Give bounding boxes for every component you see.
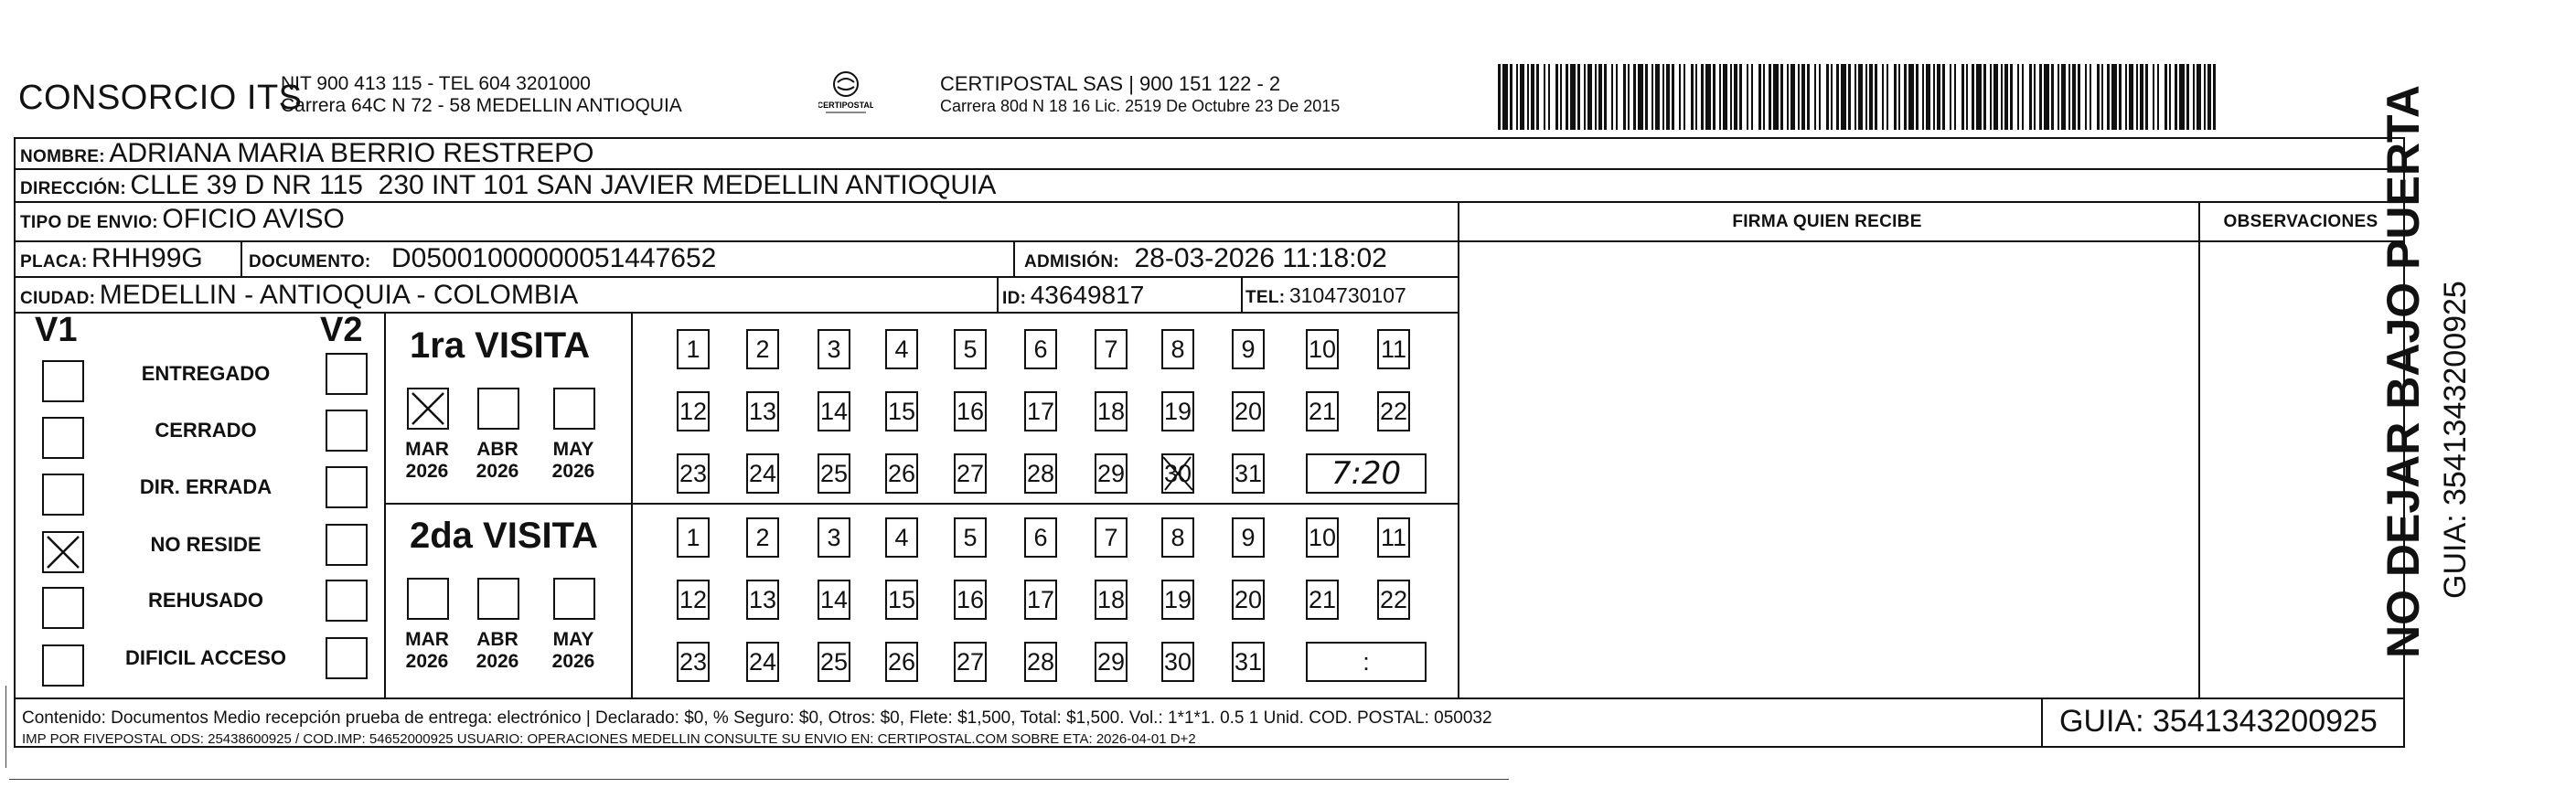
barcode-bar (1875, 64, 1877, 130)
day-box[interactable]: 30 (1161, 642, 1194, 682)
time-box[interactable]: 7:20 (1306, 453, 1427, 494)
month-label (546, 629, 601, 673)
day-box[interactable]: 17 (1024, 580, 1057, 620)
day-box[interactable]: 24 (746, 642, 779, 682)
month-label (546, 439, 601, 483)
admision-field (1024, 243, 1387, 274)
barcode-bar (1972, 64, 1974, 130)
barcode-bar (1858, 64, 1863, 130)
barcode-bar (2051, 64, 2054, 130)
barcode-bar (1831, 64, 1833, 130)
day-box[interactable]: 20 (1232, 580, 1265, 620)
barcode-bar (1780, 64, 1783, 130)
day-box[interactable]: 8 (1161, 517, 1194, 558)
day-box[interactable]: 17 (1024, 391, 1057, 431)
day-box[interactable]: 18 (1095, 391, 1128, 431)
barcode-bar (1751, 64, 1753, 130)
barcode-bar (1672, 64, 1674, 130)
barcode-bar (1990, 64, 1992, 130)
barcode-bar (2017, 64, 2019, 130)
day-box[interactable]: 26 (885, 453, 918, 494)
carrier-address-line: Carrera 80d N 18 16 Lic. 2519 De Octubre 23 De 2015 (940, 97, 1341, 115)
barcode-bar (1705, 64, 1711, 130)
barcode-bar (2204, 64, 2206, 130)
barcode-bar (2004, 64, 2008, 130)
barcode-bar (2145, 64, 2148, 130)
barcode-bar (1807, 64, 1810, 130)
ciudad-label: CIUDAD: (20, 289, 96, 308)
day-box[interactable]: 2 (746, 329, 779, 369)
month-year: 2026 (476, 651, 519, 672)
barcode-bar (2193, 64, 2195, 130)
month-year: 2026 (551, 651, 595, 672)
barcode-bar (1691, 64, 1694, 130)
barcode-bar (2129, 64, 2133, 130)
barcode-bar (2207, 64, 2211, 130)
barcode-bar (1666, 64, 1670, 130)
barcode-bar (2072, 64, 2076, 130)
barcode-bar (1898, 64, 1900, 130)
day-box[interactable]: 18 (1095, 580, 1128, 620)
barcode-bar (1841, 64, 1846, 130)
nombre-label: NOMBRE: (20, 147, 105, 166)
barcode-bar (1865, 64, 1867, 130)
barcode-bar (1651, 64, 1653, 130)
barcode-bar (1908, 64, 1914, 130)
day-box[interactable]: 2 (746, 517, 779, 558)
day-box[interactable]: 11 (1377, 329, 1410, 369)
barcode-bar (1954, 64, 1956, 130)
barcode-bar (1628, 64, 1630, 130)
contenido-line: Contenido: Documentos Medio recepción prueba de entrega: electrónico | Declarado: $0, % Seguro: $0, Otros: $0, Flete: $1,500, Total: $1,500. Vol.: 1*1*1. 0.5 1 Unid. COD. POSTAL: 050032 (22, 708, 1492, 728)
day-box[interactable]: 29 (1095, 453, 1128, 494)
v2-checkbox[interactable] (326, 353, 368, 395)
company-address-line: Carrera 64C N 72 - 58 MEDELLIN ANTIOQUIA (281, 95, 682, 116)
barcode-bar (1683, 64, 1685, 130)
day-box[interactable]: 6 (1024, 329, 1057, 369)
v2-checkbox[interactable] (326, 466, 368, 508)
barcode-bar (1544, 64, 1545, 130)
barcode-bar (1730, 64, 1732, 130)
barcode-bar (1713, 64, 1716, 130)
barcode-bar (1787, 64, 1789, 130)
status-label: DIR. ERRADA (139, 475, 273, 498)
day-box[interactable]: 13 (746, 580, 779, 620)
barcode-bar (2022, 64, 2024, 130)
tel-label: TEL: (1245, 288, 1286, 307)
day-box[interactable]: 16 (954, 580, 987, 620)
day-box[interactable]: 4 (885, 517, 918, 558)
barcode-bar (1747, 64, 1748, 130)
barcode-bar (2090, 64, 2091, 130)
day-box[interactable]: 5 (954, 329, 987, 369)
imp-line: IMP POR FIVEPOSTAL ODS: 25438600925 / COD.IMP: 54652000925 USUARIO: OPERACIONES MEDELLIN CONSULTE SU ENVIO EN: CERTIPOSTAL.COM SOBRE ETA: 2026-04-01 D+2 (22, 731, 1196, 747)
month-checkbox[interactable] (553, 388, 595, 430)
day-box[interactable]: 7 (1095, 517, 1128, 558)
barcode-bar (2085, 64, 2087, 130)
v2-checkbox[interactable] (326, 637, 368, 679)
v2-header: V2 (320, 311, 363, 349)
day-box[interactable]: 14 (818, 391, 850, 431)
barcode-bar (1548, 64, 1550, 130)
barcode-bar (1633, 64, 1636, 130)
day-box[interactable]: 28 (1024, 453, 1057, 494)
visit1-title: 1ra VISITA (410, 325, 591, 366)
barcode-bar (2001, 64, 2003, 130)
day-box[interactable]: 23 (677, 453, 710, 494)
day-box[interactable]: 7 (1095, 329, 1128, 369)
barcode-bar (1584, 64, 1586, 130)
barcode-bar (1560, 64, 1562, 130)
day-box[interactable]: 22 (1377, 391, 1410, 431)
barcode-bar (1595, 64, 1597, 130)
cross-mark-icon (1161, 453, 1194, 494)
month-label (470, 439, 525, 483)
barcode-bar (1555, 64, 1558, 130)
barcode-bar (2078, 64, 2080, 130)
v2-checkbox[interactable] (326, 410, 368, 452)
barcode-bar (2101, 64, 2103, 130)
day-box[interactable]: 22 (1377, 580, 1410, 620)
ciudad-value: MEDELLIN - ANTIOQUIA - COLOMBIA (99, 280, 579, 310)
barcode-bar (1933, 64, 1935, 130)
guia-number-box: GUIA: 3541343200925 (2059, 704, 2378, 739)
day-box[interactable]: 3 (818, 517, 850, 558)
day-box[interactable]: 15 (885, 580, 918, 620)
day-box[interactable]: 30 (1161, 453, 1194, 494)
direccion-label: DIRECCIÓN: (20, 179, 126, 198)
barcode-bar (1611, 64, 1613, 130)
id-value: 43649817 (1030, 281, 1145, 309)
day-box[interactable]: 9 (1232, 329, 1265, 369)
barcode-bar (1719, 64, 1721, 130)
barcode (1498, 64, 2224, 130)
barcode-bar (2197, 64, 2201, 130)
day-box[interactable]: 27 (954, 453, 987, 494)
day-box[interactable]: 24 (746, 453, 779, 494)
barcode-bar (2169, 64, 2171, 130)
barcode-bar (1679, 64, 1681, 130)
barcode-bar (1869, 64, 1873, 130)
month-name: MAR (405, 439, 449, 460)
barcode-bar (1662, 64, 1664, 130)
day-box[interactable]: 26 (885, 642, 918, 682)
tipo-envio-value: OFICIO AVISO (162, 204, 345, 234)
day-box[interactable]: 9 (1232, 517, 1265, 558)
barcode-bar (1527, 64, 1529, 130)
carrier-info (940, 73, 1340, 117)
barcode-bar (1887, 64, 1888, 130)
company-info (281, 73, 682, 117)
barcode-bar (1976, 64, 1982, 130)
barcode-bar (1502, 64, 1508, 130)
time-box[interactable]: : (1306, 642, 1427, 682)
barcode-bar (2044, 64, 2049, 130)
tipo-envio-label: TIPO DE ENVIO: (20, 213, 158, 232)
day-box[interactable]: 27 (954, 642, 987, 682)
barcode-bar (2179, 64, 2185, 130)
day-box[interactable]: 19 (1161, 391, 1194, 431)
barcode-bar (1798, 64, 1800, 130)
status-label: ENTREGADO (141, 362, 271, 385)
day-box[interactable]: 8 (1161, 329, 1194, 369)
barcode-bar (1570, 64, 1576, 130)
barcode-bar (2140, 64, 2143, 130)
barcode-bar (1916, 64, 1919, 130)
month-year: 2026 (405, 651, 449, 672)
barcode-bar (2186, 64, 2189, 130)
barcode-bar (1655, 64, 1660, 130)
barcode-bar (1734, 64, 1737, 130)
barcode-bar (2157, 64, 2159, 130)
month-year: 2026 (551, 461, 595, 482)
month-checkbox[interactable] (477, 578, 519, 620)
month-year: 2026 (405, 461, 449, 482)
barcode-bar (1510, 64, 1512, 130)
barcode-bar (1536, 64, 1539, 130)
barcode-bar (1904, 64, 1907, 130)
side-guia-number: GUIA: 3541343200925 (2438, 281, 2473, 599)
month-label (400, 629, 454, 673)
day-box[interactable]: 10 (1306, 329, 1339, 369)
barcode-bar (1763, 64, 1765, 130)
placa-field (20, 243, 203, 274)
barcode-bar (2010, 64, 2013, 130)
barcode-bar (1623, 64, 1626, 130)
month-checkbox[interactable] (407, 578, 449, 620)
barcode-bar (1855, 64, 1856, 130)
month-name: MAY (552, 629, 594, 650)
direccion-value: CLLE 39 D NR 115 230 INT 101 SAN JAVIER MEDELLIN ANTIOQUIA (130, 170, 997, 200)
barcode-bar (1645, 64, 1648, 130)
barcode-bar (1616, 64, 1618, 130)
barcode-bar (1516, 64, 1518, 130)
barcode-bar (2119, 64, 2122, 130)
day-box[interactable]: 28 (1024, 642, 1057, 682)
status-label: NO RESIDE (150, 533, 262, 556)
barcode-bar (1848, 64, 1851, 130)
company-nit-line: NIT 900 413 115 - TEL 604 3201000 (281, 73, 591, 94)
month-name: ABR (476, 439, 518, 460)
day-box[interactable]: 6 (1024, 517, 1057, 558)
barcode-bar (2097, 64, 2100, 130)
barcode-bar (1922, 64, 1924, 130)
day-box[interactable]: 1 (677, 329, 710, 369)
status-label: DIFICIL ACCESO (124, 646, 286, 669)
day-box[interactable]: 10 (1306, 517, 1339, 558)
barcode-bar (1638, 64, 1643, 130)
barcode-bar (2061, 64, 2066, 130)
no-dejar-bajo-puerta-label: NO DEJAR BAJO PUERTA (2378, 85, 2429, 658)
month-name: ABR (476, 629, 518, 650)
day-box[interactable]: 21 (1306, 580, 1339, 620)
barcode-bar (1961, 64, 1964, 130)
day-box[interactable]: 1 (677, 517, 710, 558)
barcode-bar (2034, 64, 2036, 130)
month-name: MAY (552, 439, 594, 460)
documento-label: DOCUMENTO: (249, 252, 371, 272)
barcode-bar (1937, 64, 1940, 130)
day-box[interactable]: 13 (746, 391, 779, 431)
barcode-bar (2068, 64, 2070, 130)
barcode-bar (2107, 64, 2110, 130)
barcode-bar (1769, 64, 1771, 130)
id-label: ID: (1002, 289, 1027, 308)
barcode-bar (1739, 64, 1742, 130)
x-mark-icon (409, 389, 447, 428)
barcode-bar (2111, 64, 2117, 130)
documento-field (249, 243, 716, 274)
observaciones-header: OBSERVACIONES (2223, 212, 2378, 231)
status-label: CERRADO (155, 419, 257, 442)
month-year: 2026 (476, 461, 519, 482)
tipo-envio-field (20, 204, 345, 235)
barcode-bar (1942, 64, 1945, 130)
barcode-bar (1587, 64, 1592, 130)
barcode-bar (1604, 64, 1607, 130)
barcode-bar (1966, 64, 1968, 130)
visit2-title: 2da VISITA (410, 516, 598, 556)
barcode-bar (1882, 64, 1884, 130)
admision-label: ADMISIÓN: (1024, 252, 1120, 272)
v1-header: V1 (35, 311, 78, 349)
barcode-bar (1894, 64, 1897, 130)
certipostal-logo (818, 68, 873, 117)
barcode-bar (2125, 64, 2127, 130)
barcode-bar (1723, 64, 1727, 130)
barcode-bar (1819, 64, 1821, 130)
barcode-bar (1801, 64, 1805, 130)
month-name: MAR (405, 629, 449, 650)
placa-label: PLACA: (20, 252, 88, 272)
barcode-bar (1758, 64, 1761, 130)
day-box[interactable]: 16 (954, 391, 987, 431)
day-box[interactable]: 4 (885, 329, 918, 369)
id-field (1002, 281, 1144, 310)
barcode-bar (1826, 64, 1829, 130)
company-name: CONSORCIO ITS (18, 79, 303, 117)
day-box[interactable]: 20 (1232, 391, 1265, 431)
barcode-bar (1983, 64, 1986, 130)
v2-checkbox[interactable] (326, 580, 368, 622)
admision-value: 28-03-2026 11:18:02 (1134, 243, 1387, 273)
status-label: REHUSADO (148, 589, 263, 612)
day-box[interactable]: 21 (1306, 391, 1339, 431)
carrier-nit-line: CERTIPOSTAL SAS | 900 151 122 - 2 (940, 72, 1281, 95)
day-box[interactable]: 5 (954, 517, 987, 558)
barcode-bar (1598, 64, 1602, 130)
day-box[interactable]: 12 (677, 391, 710, 431)
barcode-bar (1695, 64, 1697, 130)
barcode-bar (1993, 64, 1998, 130)
logo-text: CERTIPOSTAL (818, 101, 873, 110)
barcode-bar (2029, 64, 2032, 130)
day-box[interactable]: 15 (885, 391, 918, 431)
barcode-bar (2058, 64, 2059, 130)
day-box[interactable]: 11 (1377, 517, 1410, 558)
placa-value: RHH99G (91, 243, 203, 273)
month-label (400, 439, 454, 483)
documento-value: D05001000000051447652 (391, 243, 717, 273)
barcode-bar (1531, 64, 1534, 130)
barcode-bar (1790, 64, 1795, 130)
direccion-field (20, 170, 996, 201)
barcode-bar (1773, 64, 1779, 130)
month-checkbox[interactable] (553, 578, 595, 620)
barcode-bar (1566, 64, 1568, 130)
barcode-bar (2175, 64, 2177, 130)
day-box[interactable]: 12 (677, 580, 710, 620)
barcode-bar (1836, 64, 1839, 130)
ciudad-field (20, 280, 578, 311)
v2-checkbox[interactable] (326, 524, 368, 566)
tel-value: 3104730107 (1288, 283, 1406, 307)
day-box[interactable]: 29 (1095, 642, 1128, 682)
tel-field (1245, 283, 1406, 308)
barcode-bar (1926, 64, 1930, 130)
day-box[interactable]: 3 (818, 329, 850, 369)
barcode-bar (2153, 64, 2154, 130)
barcode-bar (2164, 64, 2167, 130)
barcode-bar (1577, 64, 1580, 130)
barcode-bar (1950, 64, 1951, 130)
barcode-bar (2039, 64, 2042, 130)
day-box[interactable]: 14 (818, 580, 850, 620)
firma-header: FIRMA QUIEN RECIBE (1732, 212, 1922, 231)
day-box[interactable]: 23 (677, 642, 710, 682)
barcode-bar (1520, 64, 1524, 130)
month-label (470, 629, 525, 673)
day-box[interactable]: 31 (1232, 642, 1265, 682)
barcode-bar (1498, 64, 1501, 130)
day-box[interactable]: 25 (818, 453, 850, 494)
nombre-field (20, 138, 593, 169)
barcode-bar (1814, 64, 1816, 130)
barcode-bar (2136, 64, 2138, 130)
day-box[interactable]: 19 (1161, 580, 1194, 620)
nombre-value: ADRIANA MARIA BERRIO RESTREPO (109, 138, 594, 168)
month-checkbox[interactable] (477, 388, 519, 430)
barcode-bar (2213, 64, 2216, 130)
barcode-bar (1701, 64, 1704, 130)
day-box[interactable]: 25 (818, 642, 850, 682)
day-box[interactable]: 31 (1232, 453, 1265, 494)
month-checkbox[interactable] (407, 388, 449, 430)
